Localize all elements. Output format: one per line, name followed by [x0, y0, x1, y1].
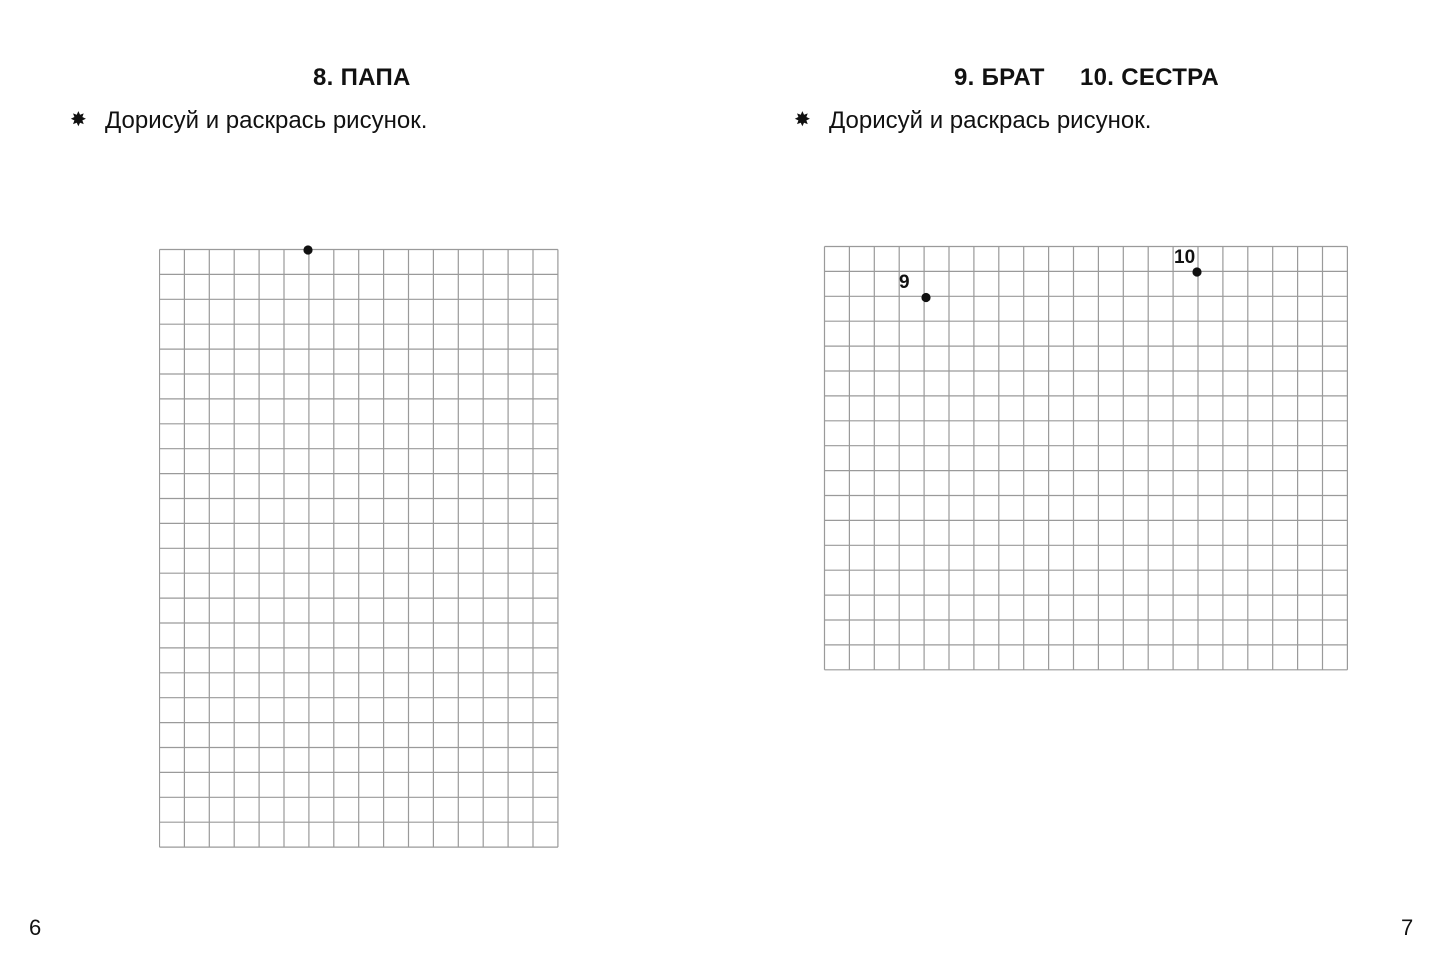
page-number: 6 — [29, 915, 42, 940]
marker-dot-9 — [921, 293, 930, 302]
grid-lines — [160, 250, 558, 848]
instruction-text: Дорисуй и раскрась рисунок. — [829, 107, 1152, 134]
left-page — [0, 0, 722, 972]
instruction-text: Дорисуй и раскрась рисунок. — [105, 107, 428, 134]
page-title-brat: 9. БРАТ — [954, 64, 1045, 91]
page-title-papa: 8. ПАПА — [313, 64, 411, 91]
drawing-grid-brat-sestra[interactable] — [823, 240, 1349, 672]
marker-label-10: 10 — [1174, 247, 1196, 268]
marker-dot-10 — [1192, 267, 1201, 276]
page-title-sestra: 10. СЕСТРА — [1080, 64, 1219, 91]
star-bullet-icon: ✸ — [794, 109, 811, 131]
marker-label-9: 9 — [899, 272, 910, 293]
instruction — [794, 107, 1151, 135]
grid-lines — [825, 247, 1348, 670]
start-dot — [303, 245, 312, 254]
instruction — [70, 107, 427, 135]
right-page — [723, 0, 1445, 972]
drawing-grid-papa[interactable] — [159, 240, 561, 850]
star-bullet-icon: ✸ — [70, 109, 87, 131]
page-number: 7 — [1401, 915, 1414, 940]
